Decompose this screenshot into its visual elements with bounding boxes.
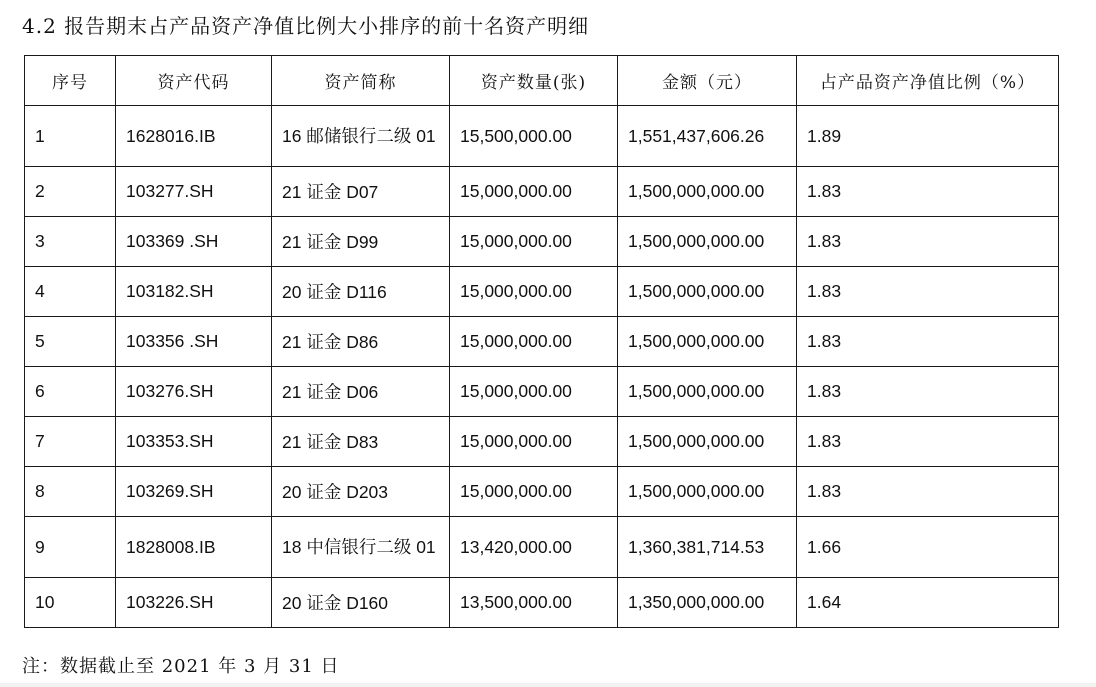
cell-code: 103276.SH (116, 367, 272, 417)
header-code: 资产代码 (116, 56, 272, 106)
cell-ratio: 1.83 (797, 467, 1059, 517)
cell-name: 21 证金 D07 (272, 167, 450, 217)
table-row (25, 517, 1059, 578)
cell-no: 2 (25, 167, 116, 217)
cell-quantity: 13,420,000.00 (450, 517, 618, 578)
cell-amount: 1,500,000,000.00 (618, 367, 797, 417)
cell-quantity: 15,000,000.00 (450, 367, 618, 417)
cell-no: 1 (25, 106, 116, 167)
cell-ratio: 1.89 (797, 106, 1059, 167)
cell-code: 103269.SH (116, 467, 272, 517)
cell-name: 20 证金 D203 (272, 467, 450, 517)
cell-code: 103277.SH (116, 167, 272, 217)
top-ten-assets-table (24, 55, 1059, 628)
cell-amount: 1,500,000,000.00 (618, 267, 797, 317)
table-row (25, 578, 1059, 628)
table-row (25, 367, 1059, 417)
cell-name: 20 证金 D160 (272, 578, 450, 628)
table-row (25, 217, 1059, 267)
cell-ratio: 1.83 (797, 267, 1059, 317)
cell-quantity: 15,000,000.00 (450, 467, 618, 517)
cell-no: 5 (25, 317, 116, 367)
cell-name: 21 证金 D06 (272, 367, 450, 417)
cell-code: 1628016.IB (116, 106, 272, 167)
cell-amount: 1,500,000,000.00 (618, 167, 797, 217)
cell-quantity: 13,500,000.00 (450, 578, 618, 628)
cell-quantity: 15,000,000.00 (450, 167, 618, 217)
cell-code: 1828008.IB (116, 517, 272, 578)
table-header-row (25, 56, 1059, 106)
cell-no: 7 (25, 417, 116, 467)
cell-name: 16 邮储银行二级 01 (272, 106, 450, 167)
cell-no: 9 (25, 517, 116, 578)
page-bottom-edge (0, 683, 1096, 687)
table-row (25, 106, 1059, 167)
cell-no: 3 (25, 217, 116, 267)
table-row (25, 267, 1059, 317)
cell-ratio: 1.83 (797, 367, 1059, 417)
cell-name: 21 证金 D99 (272, 217, 450, 267)
cell-code: 103226.SH (116, 578, 272, 628)
cell-quantity: 15,000,000.00 (450, 317, 618, 367)
header-no: 序号 (25, 56, 116, 106)
cell-ratio: 1.83 (797, 217, 1059, 267)
cell-no: 10 (25, 578, 116, 628)
cell-amount: 1,500,000,000.00 (618, 317, 797, 367)
cell-no: 4 (25, 267, 116, 317)
cell-ratio: 1.83 (797, 417, 1059, 467)
header-quantity: 资产数量(张) (450, 56, 618, 106)
cell-quantity: 15,000,000.00 (450, 267, 618, 317)
table-row (25, 317, 1059, 367)
cell-name: 21 证金 D83 (272, 417, 450, 467)
table-row (25, 417, 1059, 467)
cell-amount: 1,551,437,606.26 (618, 106, 797, 167)
header-name: 资产简称 (272, 56, 450, 106)
cell-quantity: 15,000,000.00 (450, 417, 618, 467)
cell-amount: 1,500,000,000.00 (618, 217, 797, 267)
cell-quantity: 15,000,000.00 (450, 217, 618, 267)
cell-amount: 1,500,000,000.00 (618, 417, 797, 467)
cell-code: 103182.SH (116, 267, 272, 317)
cell-amount: 1,360,381,714.53 (618, 517, 797, 578)
cell-code: 103356 .SH (116, 317, 272, 367)
cell-ratio: 1.83 (797, 317, 1059, 367)
cell-ratio: 1.64 (797, 578, 1059, 628)
table-row (25, 167, 1059, 217)
header-amount: 金额（元） (618, 56, 797, 106)
cell-quantity: 15,500,000.00 (450, 106, 618, 167)
data-cutoff-note: 注：数据截止至 2021 年 3 月 31 日 (22, 656, 340, 677)
cell-amount: 1,500,000,000.00 (618, 467, 797, 517)
header-ratio: 占产品资产净值比例（%） (797, 56, 1059, 106)
cell-name: 20 证金 D116 (272, 267, 450, 317)
section-title: 4.2 报告期末占产品资产净值比例大小排序的前十名资产明细 (22, 14, 590, 38)
cell-no: 6 (25, 367, 116, 417)
cell-amount: 1,350,000,000.00 (618, 578, 797, 628)
table-body (25, 106, 1059, 628)
cell-name: 21 证金 D86 (272, 317, 450, 367)
cell-code: 103353.SH (116, 417, 272, 467)
cell-ratio: 1.66 (797, 517, 1059, 578)
cell-no: 8 (25, 467, 116, 517)
cell-name: 18 中信银行二级 01 (272, 517, 450, 578)
cell-code: 103369 .SH (116, 217, 272, 267)
cell-ratio: 1.83 (797, 167, 1059, 217)
table-row (25, 467, 1059, 517)
